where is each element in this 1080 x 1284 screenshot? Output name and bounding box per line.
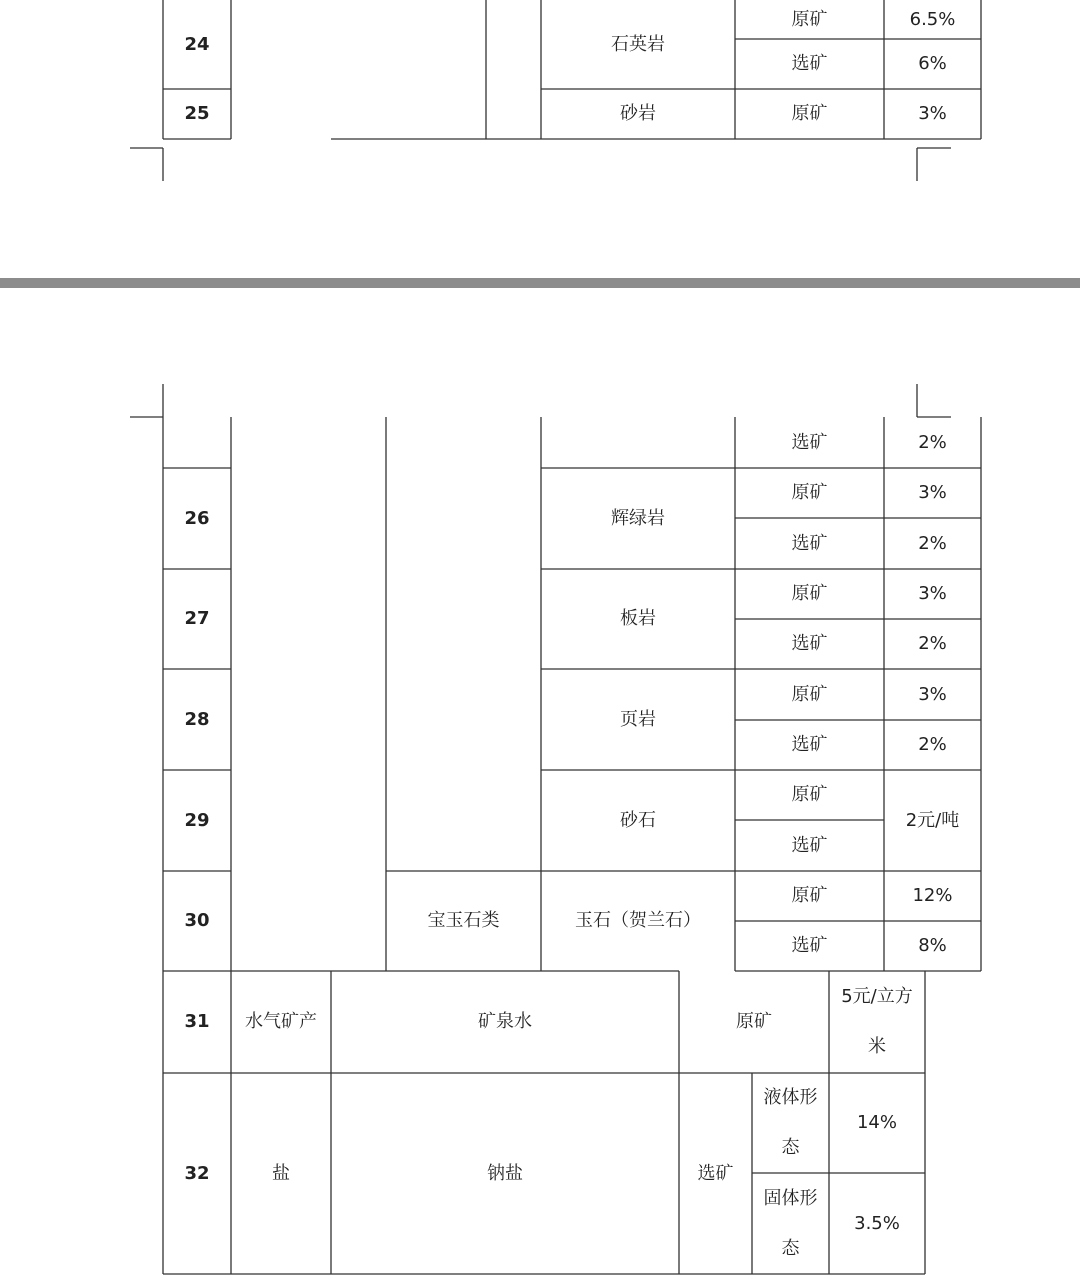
row-number: 27 [184, 608, 210, 630]
tax-rate: 3.5% [854, 1212, 900, 1234]
physical-state-line: 态 [781, 1237, 800, 1259]
row-number: 29 [184, 809, 210, 831]
physical-state [752, 1173, 829, 1274]
tax-rate: 2% [918, 633, 947, 655]
tax-rate: 2% [918, 532, 947, 554]
row-number: 31 [184, 1011, 210, 1033]
mineral-name: 石英岩 [611, 33, 665, 55]
tax-rate: 3% [918, 482, 947, 504]
tax-rate: 14% [856, 1112, 897, 1134]
tax-rate: 12% [912, 885, 953, 907]
row-number: 30 [184, 910, 210, 932]
tax-rate: 6.5% [909, 8, 956, 30]
ore-form: 原矿 [736, 1011, 772, 1033]
mineral-name: 钠盐 [487, 1162, 523, 1184]
row-number: 25 [184, 103, 210, 125]
ore-form: 选矿 [791, 633, 828, 655]
mineral-name: 砂岩 [620, 103, 656, 125]
ore-form: 选矿 [791, 532, 828, 554]
ore-form: 选矿 [791, 431, 828, 453]
mineral-name: 页岩 [620, 708, 656, 730]
tax-rate: 3% [918, 583, 947, 605]
tax-rate: 2% [918, 431, 947, 453]
mineral-name: 板岩 [620, 608, 656, 630]
tax-rate-line: 米 [868, 1036, 886, 1057]
tax-rate-line: 5元/立方 [841, 986, 913, 1007]
tax-rate: 3% [918, 103, 947, 125]
ore-form: 原矿 [791, 583, 828, 605]
ore-form: 原矿 [791, 482, 828, 504]
ore-form: 原矿 [791, 8, 828, 30]
tax-rate [829, 971, 925, 1073]
ore-form: 选矿 [791, 53, 828, 75]
category-name: 水气矿产 [245, 1011, 317, 1033]
physical-state-line: 态 [781, 1137, 800, 1158]
tax-rate: 8% [918, 935, 947, 957]
row-number: 24 [184, 33, 210, 55]
ore-form: 原矿 [791, 885, 828, 907]
category-name: 盐 [272, 1162, 290, 1184]
ore-form: 原矿 [791, 103, 828, 125]
physical-state-line: 液体形 [763, 1087, 818, 1108]
tax-rate: 3% [918, 683, 947, 705]
tax-rate: 2% [918, 734, 947, 756]
row-number: 28 [184, 708, 210, 730]
tax-rate: 6% [918, 53, 947, 75]
mineral-name: 矿泉水 [478, 1011, 532, 1033]
ore-form: 选矿 [791, 734, 828, 756]
row-number: 26 [184, 507, 210, 529]
mineral-name: 砂石 [620, 809, 656, 831]
row-number: 32 [184, 1162, 210, 1184]
physical-state-line: 固体形 [763, 1187, 818, 1209]
ore-form: 原矿 [791, 784, 828, 806]
ore-form: 选矿 [791, 834, 828, 856]
category-name: 宝玉石类 [427, 910, 500, 932]
physical-state [752, 1073, 829, 1173]
mineral-name: 玉石（贺兰石） [575, 910, 701, 932]
ore-form: 选矿 [791, 935, 828, 957]
ore-form: 选矿 [697, 1162, 734, 1184]
ore-form: 原矿 [791, 683, 828, 705]
mineral-name: 辉绿岩 [611, 507, 665, 529]
tax-rate: 2元/吨 [905, 809, 960, 831]
